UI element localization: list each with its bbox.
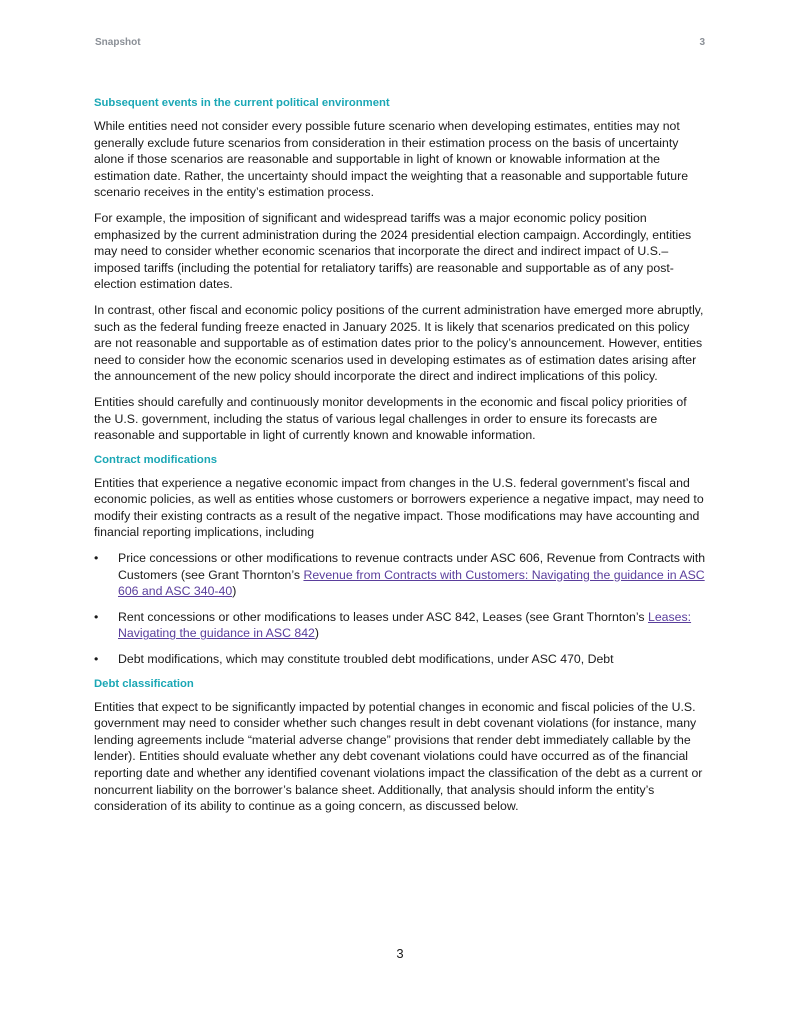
list-item: [94, 609, 706, 642]
section-heading-subsequent-events: Subsequent events in the current political environment: [94, 97, 390, 109]
bullet-list: [94, 550, 706, 668]
running-header-title: Snapshot: [95, 37, 141, 48]
bullet-icon: •: [94, 652, 99, 667]
paragraph: While entities need not consider every possible future scenario when developing estimates, entities may not generally exclude future scenarios from consideration in their estimation process on the basis of uncertainty alone if those scenarios are reasonable and supportable in light of known or knowable information at the estimation date. Rather, the uncertainty should impact the weighting that a reasonable and supportable future scenario receives in the entity’s estimation process.: [94, 119, 689, 200]
list-item-text: Price concessions or other modifications to revenue contracts under ASC 606, Revenue from Contracts with Customers (see Grant Thornton’s: [118, 551, 706, 582]
paragraph: Entities that expect to be significantly impacted by potential changes in economic and fiscal policies of the U.S. government may need to consider whether such changes result in debt covenant violations (for instance, many lending agreements include “material adverse change” provisions that render debt immediately callable by the lender). Entities should evaluate whether any debt covenant violations could have occurred as of the financial reporting date and whether any identified covenant violations impact the classification of the debt as a current or noncurrent liability on the borrower’s balance sheet. Additionally, that analysis should inform the entity’s consideration of its ability to continue as a going concern, as discussed below.: [94, 699, 703, 814]
paragraph: Entities that experience a negative economic impact from changes in the U.S. federal government’s fiscal and economic policies, as well as entities whose customers or borrowers experience a negative impact, may need to modify their existing contracts as a result of the negative impact. Those modifications may have accounting and financial reporting implications, including: [94, 475, 704, 540]
paragraph: For example, the imposition of significant and widespread tariffs was a major economic policy position emphasized by the current administration during the 2024 presidential election campaign. Accordingly, entities may need to consider whether economic scenarios that incorporate the direct and indirect impact of U.S.–imposed tariffs (including the potential for retaliatory tariffs) are reasonable and supportable as of any post-election estimation dates.: [94, 210, 692, 292]
running-header: [95, 37, 705, 48]
leases-guide-link[interactable]: Leases: Navigating the guidance in ASC 842: [118, 609, 692, 641]
bullet-icon: •: [94, 609, 99, 624]
page-number-footer: 3: [396, 946, 404, 961]
page-body: [94, 96, 706, 824]
list-item-text-end: ): [232, 584, 237, 599]
list-item-text: Debt modifications, which may constitute troubled debt modifications, under ASC 470, Debt: [118, 652, 614, 667]
paragraph: Entities should carefully and continuously monitor developments in the economic and fiscal policy priorities of the U.S. government, including the status of various legal challenges in order to ensure its forecasts are reasonable and supportable in light of currently known and knowable information.: [94, 394, 687, 443]
list-item-text: Rent concessions or other modifications to leases under ASC 842, Leases (see Grant Thornton’s: [118, 609, 648, 624]
running-header-page-number: 3: [699, 37, 705, 48]
section-heading-contract-modifications: Contract modifications: [94, 453, 218, 466]
list-item: [94, 651, 706, 668]
list-item: [94, 550, 706, 600]
paragraph: In contrast, other fiscal and economic policy positions of the current administration have emerged more abruptly, such as the federal funding freeze enacted in January 2025. It is likely that scenarios predicated on this policy are not reasonable and supportable as of estimation dates prior to the policy’s announcement. However, entities need to consider how the economic scenarios used in developing estimates as of estimation dates arising after the announcement of the new policy should incorporate the direct and indirect implications of this policy.: [94, 302, 704, 384]
revenue-guide-link[interactable]: Revenue from Contracts with Customers: Navigating the guidance in ASC 606 and ASC 340-40: [118, 567, 705, 599]
bullet-icon: •: [94, 551, 99, 566]
list-item-text-end: ): [314, 626, 319, 641]
section-heading-debt-classification: Debt classification: [94, 677, 194, 690]
